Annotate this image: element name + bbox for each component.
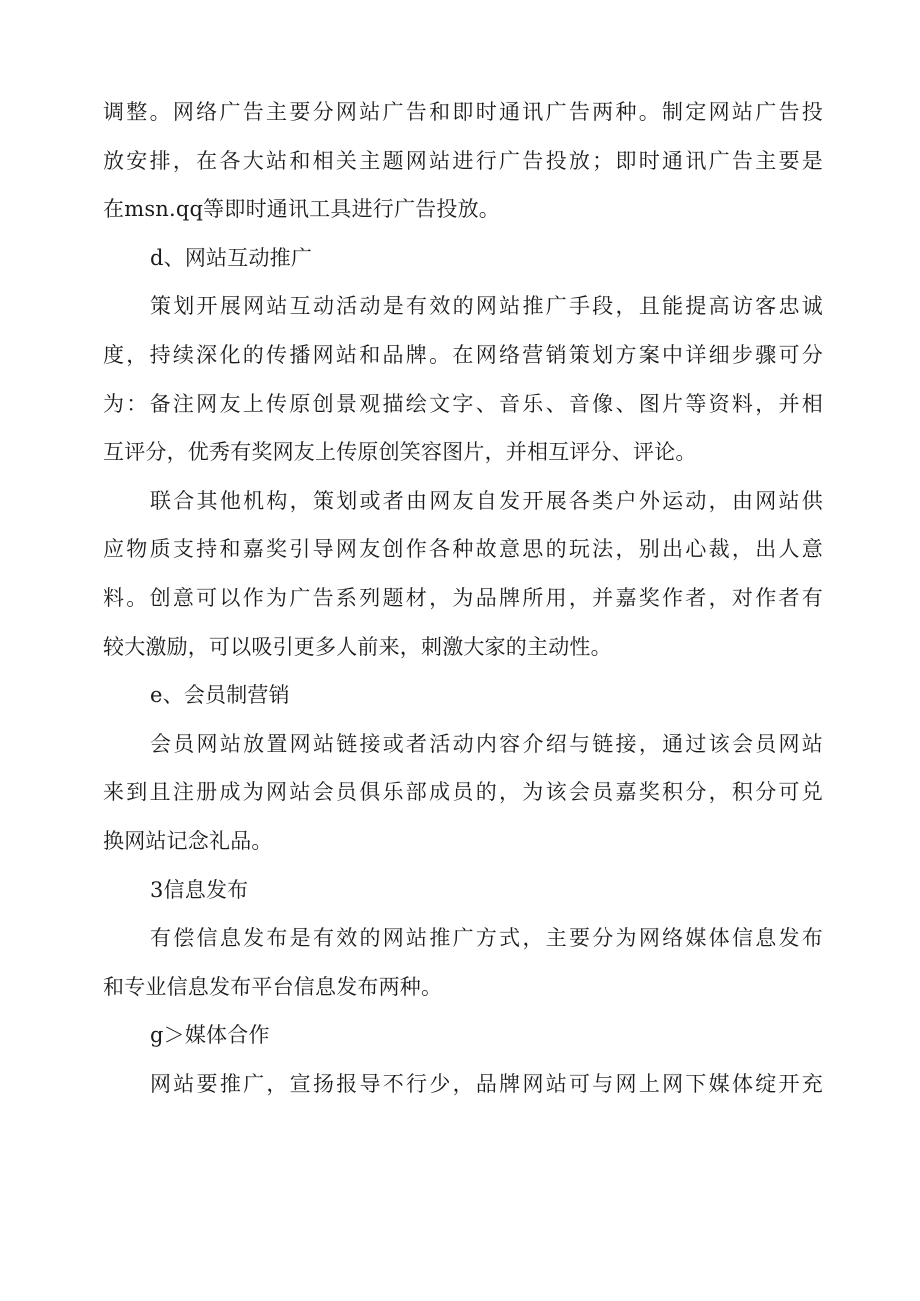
section-heading-d: d、网站互动推广 xyxy=(150,245,313,270)
document-page xyxy=(103,88,823,1108)
text-line: 料。创意可以作为广告系列题材，为品牌所用，并嘉奖作者，对作者有 xyxy=(103,585,823,610)
text-line: 联合其他机构，策划或者由网友自发开展各类户外运动，由网站供 xyxy=(150,488,823,513)
text-line: 应物质支持和嘉奖引导网友创作各种故意思的玩法，别出心裁，出人意 xyxy=(103,537,823,562)
text-line: 为：备注网友上传原创景观描绘文字、音乐、音像、图片等资料，并相 xyxy=(103,391,823,416)
text-line: 网站要推广，宣扬报导不行少，品牌网站可与网上网下媒体绽开充 xyxy=(150,1071,823,1096)
section-heading-g: g＞媒体合作 xyxy=(150,1023,270,1048)
section-heading-e: e、会员制营销 xyxy=(150,683,290,708)
text-line: 较大激励，可以吸引更多人前来，刺激大家的主动性。 xyxy=(103,634,612,659)
text-line: 和专业信息发布平台信息发布两种。 xyxy=(103,974,443,999)
text-line: 调整。网络广告主要分网站广告和即时通讯广告两种。制定网站广告投 xyxy=(103,100,823,124)
text-line: 换网站记念礼品。 xyxy=(103,828,273,853)
text-line: 互评分，优秀有奖网友上传原创笑容图片，并相互评分、评论。 xyxy=(103,440,697,465)
text-line: 有偿信息发布是有效的网站推广方式，主要分为网络媒体信息发布 xyxy=(150,926,823,951)
text-line: 在msn.qq等即时通讯工具进行广告投放。 xyxy=(103,197,500,222)
section-heading-3: 3信息发布 xyxy=(150,877,249,902)
text-line: 度，持续深化的传播网站和品牌。在网络营销策划方案中详细步骤可分 xyxy=(103,342,823,367)
text-line: 来到且注册成为网站会员俱乐部成员的，为该会员嘉奖积分，积分可兑 xyxy=(103,780,823,805)
text-line: 放安排，在各大站和相关主题网站进行广告投放；即时通讯广告主要是 xyxy=(103,148,823,173)
text-line: 策划开展网站互动活动是有效的网站推广手段，且能提高访客忠诚 xyxy=(150,294,823,319)
text-line: 会员网站放置网站链接或者活动内容介绍与链接，通过该会员网站 xyxy=(150,731,823,756)
